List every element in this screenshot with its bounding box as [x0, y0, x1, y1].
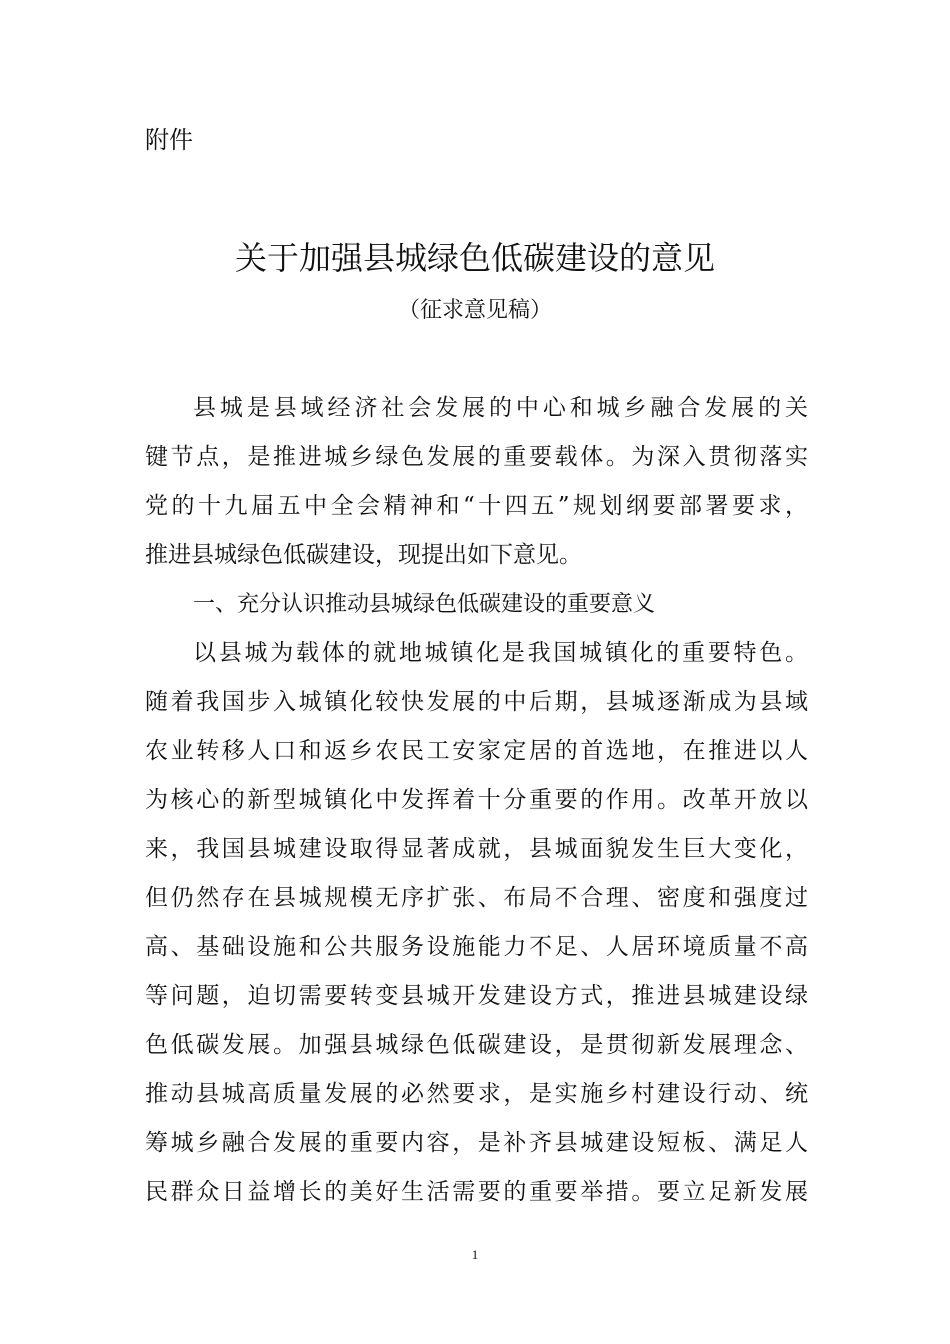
section-paragraph-line: 但仍然存在县城规模无序扩张、布局不合理、密度和强度过: [145, 885, 808, 911]
section-paragraph-line: 随着我国步入城镇化较快发展的中后期，县城逐渐成为县域: [145, 689, 808, 715]
document-body: [145, 384, 808, 1217]
section-paragraph-line: 民群众日益增长的美好生活需要的重要举措。要立足新发展: [145, 1179, 808, 1205]
intro-paragraph-line: 党的十九届五中全会精神和“十四五”规划纲要部署要求，: [145, 493, 808, 519]
page-number: 1: [471, 1247, 479, 1262]
section-paragraph-line: 等问题，迫切需要转变县城开发建设方式，推进县城建设绿: [145, 983, 808, 1009]
attachment-label: 附件: [145, 126, 193, 154]
section-paragraph-line: 来，我国县城建设取得显著成就，县城面貌发生巨大变化，: [145, 836, 808, 862]
intro-paragraph-line: 推进县城绿色低碳建设，现提出如下意见。: [145, 542, 582, 568]
intro-paragraph-line: 县城是县域经济社会发展的中心和城乡融合发展的关: [193, 395, 808, 421]
section-paragraph-line: 色低碳发展。加强县城绿色低碳建设，是贯彻新发展理念、: [145, 1032, 808, 1058]
document-subtitle: （征求意见稿）: [397, 298, 552, 323]
intro-paragraph-line: 键节点，是推进城乡绿色发展的重要载体。为深入贯彻落实: [145, 444, 808, 470]
section-paragraph-line: 高、基础设施和公共服务设施能力不足、人居环境质量不高: [145, 934, 808, 960]
document-title: 关于加强县城绿色低碳建设的意见: [234, 239, 715, 277]
section-heading: 一、充分认识推动县城绿色低碳建设的重要意义: [193, 592, 656, 617]
section-paragraph-line: 推动县城高质量发展的必然要求，是实施乡村建设行动、统: [145, 1081, 808, 1107]
section-paragraph-line: 以县城为载体的就地城镇化是我国城镇化的重要特色。: [193, 640, 808, 666]
section-paragraph-line: 为核心的新型城镇化中发挥着十分重要的作用。改革开放以: [145, 787, 808, 813]
section-paragraph-line: 农业转移人口和返乡农民工安家定居的首选地，在推进以人: [145, 738, 808, 764]
section-paragraph-line: 筹城乡融合发展的重要内容，是补齐县城建设短板、满足人: [145, 1130, 808, 1156]
